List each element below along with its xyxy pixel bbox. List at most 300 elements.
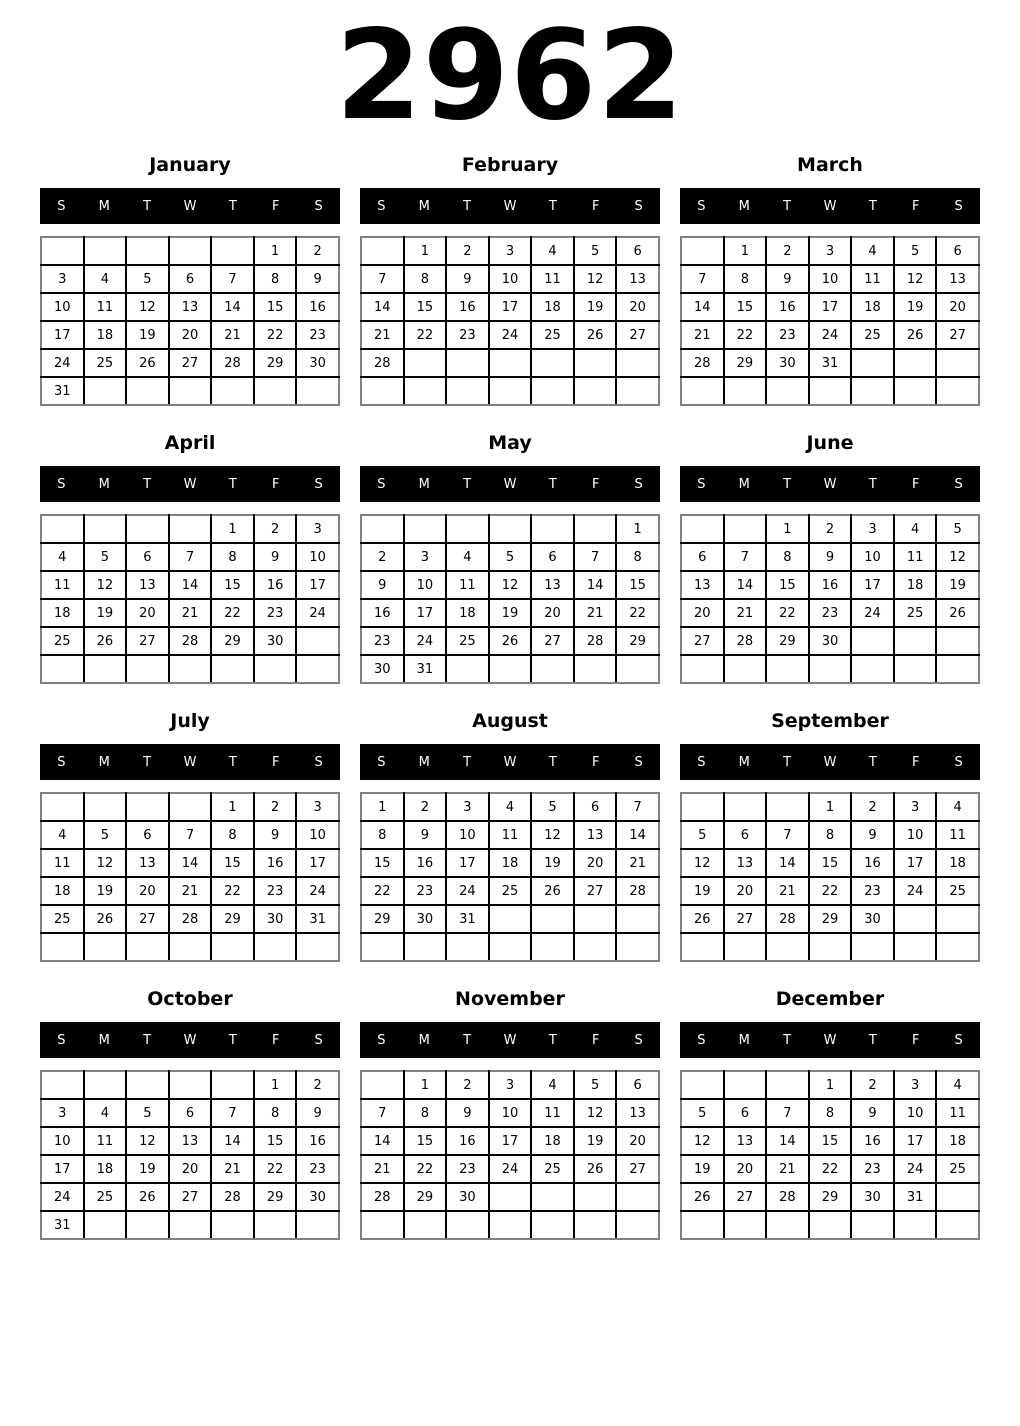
- day-cell: [574, 905, 617, 933]
- day-cell: 17: [851, 571, 894, 599]
- day-cell: 10: [489, 1099, 532, 1127]
- weekday-label: W: [503, 1032, 517, 1048]
- day-cell: [489, 1211, 532, 1239]
- weekday-header: [360, 188, 660, 224]
- day-cell: [361, 237, 404, 265]
- day-cell: [126, 1071, 169, 1099]
- day-cell: 11: [41, 849, 84, 877]
- weekday-label: M: [418, 1032, 430, 1048]
- weekday-label: F: [911, 1032, 920, 1048]
- day-cell: 18: [41, 599, 84, 627]
- day-cell: 31: [446, 905, 489, 933]
- day-cell: 1: [211, 515, 254, 543]
- day-cell: 25: [936, 1155, 979, 1183]
- day-cell: 19: [681, 1155, 724, 1183]
- weekday-label: M: [418, 754, 430, 770]
- weekday-header: [40, 744, 340, 780]
- weekday-label: T: [868, 198, 877, 214]
- weekday-label: F: [591, 198, 600, 214]
- day-cell: 9: [851, 1099, 894, 1127]
- weekday-label: S: [954, 1032, 963, 1048]
- day-cell: [574, 1211, 617, 1239]
- day-cell: 12: [681, 849, 724, 877]
- day-cell: [489, 933, 532, 961]
- weekday-label: S: [377, 1032, 386, 1048]
- day-cell: 16: [809, 571, 852, 599]
- day-cell: 21: [681, 321, 724, 349]
- day-cell: 2: [766, 237, 809, 265]
- day-cell: [574, 349, 617, 377]
- day-cell: 23: [254, 877, 297, 905]
- day-cell: 23: [446, 1155, 489, 1183]
- week-row: [681, 655, 979, 683]
- day-cell: 21: [211, 321, 254, 349]
- day-cell: [766, 377, 809, 405]
- day-cell: 3: [446, 793, 489, 821]
- day-cell: [446, 349, 489, 377]
- day-cell: 23: [296, 1155, 339, 1183]
- day-cell: [361, 1071, 404, 1099]
- day-cell: 18: [41, 877, 84, 905]
- week-row: [41, 849, 339, 877]
- weekday-label: T: [548, 476, 557, 492]
- day-cell: 12: [84, 849, 127, 877]
- day-cell: [41, 515, 84, 543]
- day-cell: 6: [574, 793, 617, 821]
- weekday-label: F: [911, 754, 920, 770]
- weekday-label: F: [271, 754, 280, 770]
- day-cell: 26: [84, 905, 127, 933]
- day-cell: 10: [296, 821, 339, 849]
- month-block-january: [40, 142, 340, 406]
- day-cell: 31: [894, 1183, 937, 1211]
- day-cell: 16: [766, 293, 809, 321]
- week-row: [361, 321, 659, 349]
- weekday-label: W: [503, 198, 517, 214]
- day-cell: 17: [809, 293, 852, 321]
- month-title: October: [147, 988, 233, 1010]
- day-cell: 5: [126, 1099, 169, 1127]
- month-block-october: [40, 976, 340, 1240]
- day-cell: 26: [574, 321, 617, 349]
- day-cell: [894, 655, 937, 683]
- day-cell: 26: [574, 1155, 617, 1183]
- day-cell: 6: [126, 821, 169, 849]
- day-cell: 15: [809, 849, 852, 877]
- day-cell: 2: [809, 515, 852, 543]
- weekday-label: T: [868, 754, 877, 770]
- day-cell: 11: [84, 293, 127, 321]
- day-cell: 11: [936, 1099, 979, 1127]
- day-cell: 3: [894, 793, 937, 821]
- day-cell: 7: [169, 821, 212, 849]
- week-row: [41, 349, 339, 377]
- day-cell: 17: [296, 849, 339, 877]
- weekday-label: S: [634, 754, 643, 770]
- day-cell: 30: [766, 349, 809, 377]
- day-cell: 9: [254, 543, 297, 571]
- weekday-label: S: [57, 198, 66, 214]
- weekday-label: S: [954, 476, 963, 492]
- weekday-label: F: [271, 198, 280, 214]
- weekday-label: S: [954, 198, 963, 214]
- day-cell: [361, 933, 404, 961]
- day-cell: [681, 515, 724, 543]
- month-block-march: [680, 142, 980, 406]
- day-cell: 22: [404, 1155, 447, 1183]
- weekday-label: S: [954, 754, 963, 770]
- day-cell: [851, 377, 894, 405]
- day-cell: [361, 377, 404, 405]
- day-cell: 28: [361, 349, 404, 377]
- day-cell: [404, 933, 447, 961]
- day-cell: 24: [446, 877, 489, 905]
- day-cell: [681, 655, 724, 683]
- week-row: [681, 321, 979, 349]
- month-title: May: [488, 432, 532, 454]
- day-cell: 25: [894, 599, 937, 627]
- day-cell: 28: [211, 349, 254, 377]
- weekday-label: S: [634, 198, 643, 214]
- day-cell: 14: [766, 1127, 809, 1155]
- day-cell: [254, 377, 297, 405]
- day-cell: 25: [84, 349, 127, 377]
- day-cell: 27: [936, 321, 979, 349]
- day-cell: 30: [296, 349, 339, 377]
- day-cell: 14: [169, 571, 212, 599]
- day-cell: 20: [724, 1155, 767, 1183]
- day-cell: 9: [851, 821, 894, 849]
- day-cell: 19: [84, 599, 127, 627]
- day-cell: 8: [616, 543, 659, 571]
- day-cell: [574, 515, 617, 543]
- day-cell: [169, 1071, 212, 1099]
- weekday-label: M: [98, 754, 110, 770]
- weekday-header: [360, 744, 660, 780]
- day-cell: 3: [404, 543, 447, 571]
- week-row: [681, 821, 979, 849]
- day-cell: 7: [361, 1099, 404, 1127]
- day-cell: 16: [446, 1127, 489, 1155]
- day-cell: 10: [489, 265, 532, 293]
- day-cell: 17: [446, 849, 489, 877]
- day-cell: [489, 905, 532, 933]
- month-block-may: [360, 420, 660, 684]
- week-row: [361, 655, 659, 683]
- day-cell: 2: [361, 543, 404, 571]
- day-cell: [446, 377, 489, 405]
- day-cell: [616, 1183, 659, 1211]
- day-cell: 7: [211, 1099, 254, 1127]
- weekday-header: [360, 466, 660, 502]
- week-row: [361, 349, 659, 377]
- day-cell: 5: [681, 1099, 724, 1127]
- day-cell: 11: [894, 543, 937, 571]
- day-cell: [616, 933, 659, 961]
- day-cell: [936, 1211, 979, 1239]
- day-cell: 16: [254, 849, 297, 877]
- month-grid: [680, 236, 980, 406]
- day-cell: 4: [489, 793, 532, 821]
- day-cell: [446, 933, 489, 961]
- day-cell: 14: [361, 1127, 404, 1155]
- day-cell: 26: [126, 349, 169, 377]
- day-cell: 31: [296, 905, 339, 933]
- day-cell: 15: [766, 571, 809, 599]
- day-cell: 3: [894, 1071, 937, 1099]
- day-cell: 6: [724, 1099, 767, 1127]
- day-cell: [681, 1211, 724, 1239]
- day-cell: [809, 1211, 852, 1239]
- month-block-february: [360, 142, 660, 406]
- day-cell: 18: [531, 293, 574, 321]
- day-cell: 1: [254, 237, 297, 265]
- weekday-label: T: [463, 1032, 472, 1048]
- day-cell: [296, 933, 339, 961]
- day-cell: 21: [169, 599, 212, 627]
- day-cell: [531, 1183, 574, 1211]
- day-cell: [851, 349, 894, 377]
- day-cell: 8: [404, 265, 447, 293]
- week-row: [361, 821, 659, 849]
- day-cell: 29: [211, 905, 254, 933]
- day-cell: 12: [894, 265, 937, 293]
- day-cell: 19: [489, 599, 532, 627]
- weekday-label: M: [738, 754, 750, 770]
- day-cell: 6: [724, 821, 767, 849]
- week-row: [361, 1211, 659, 1239]
- day-cell: 6: [531, 543, 574, 571]
- day-cell: 17: [489, 293, 532, 321]
- day-cell: 17: [489, 1127, 532, 1155]
- month-grid: [360, 236, 660, 406]
- week-row: [41, 933, 339, 961]
- day-cell: [84, 377, 127, 405]
- week-row: [361, 543, 659, 571]
- day-cell: [894, 377, 937, 405]
- day-cell: [936, 933, 979, 961]
- day-cell: [681, 1071, 724, 1099]
- weekday-label: W: [183, 754, 197, 770]
- day-cell: [296, 627, 339, 655]
- day-cell: 15: [254, 293, 297, 321]
- day-cell: 1: [766, 515, 809, 543]
- weekday-label: F: [591, 476, 600, 492]
- day-cell: [936, 349, 979, 377]
- day-cell: 1: [254, 1071, 297, 1099]
- day-cell: 20: [574, 849, 617, 877]
- day-cell: [446, 655, 489, 683]
- weekday-label: W: [183, 1032, 197, 1048]
- day-cell: [126, 377, 169, 405]
- week-row: [681, 599, 979, 627]
- weekday-label: T: [228, 198, 237, 214]
- weekday-label: T: [463, 198, 472, 214]
- day-cell: 21: [766, 1155, 809, 1183]
- month-title: January: [149, 154, 231, 176]
- day-cell: 28: [574, 627, 617, 655]
- day-cell: [531, 349, 574, 377]
- day-cell: 25: [41, 905, 84, 933]
- weekday-label: S: [697, 198, 706, 214]
- day-cell: [84, 1211, 127, 1239]
- weekday-label: T: [228, 1032, 237, 1048]
- day-cell: [809, 933, 852, 961]
- day-cell: [404, 349, 447, 377]
- day-cell: 9: [361, 571, 404, 599]
- day-cell: [254, 933, 297, 961]
- weekday-label: M: [98, 476, 110, 492]
- weekday-label: W: [823, 1032, 837, 1048]
- day-cell: 31: [809, 349, 852, 377]
- day-cell: 18: [851, 293, 894, 321]
- day-cell: 18: [489, 849, 532, 877]
- day-cell: 17: [41, 321, 84, 349]
- day-cell: 27: [724, 905, 767, 933]
- day-cell: 24: [894, 1155, 937, 1183]
- day-cell: [766, 1211, 809, 1239]
- day-cell: [936, 655, 979, 683]
- day-cell: 2: [254, 515, 297, 543]
- day-cell: 4: [531, 1071, 574, 1099]
- day-cell: [489, 515, 532, 543]
- weekday-header: [40, 466, 340, 502]
- day-cell: 3: [489, 1071, 532, 1099]
- day-cell: 25: [851, 321, 894, 349]
- week-row: [681, 293, 979, 321]
- day-cell: 28: [681, 349, 724, 377]
- day-cell: 18: [446, 599, 489, 627]
- day-cell: 8: [809, 1099, 852, 1127]
- day-cell: 24: [489, 321, 532, 349]
- week-row: [681, 237, 979, 265]
- weekday-label: S: [377, 476, 386, 492]
- day-cell: 16: [851, 849, 894, 877]
- week-row: [681, 543, 979, 571]
- day-cell: [169, 377, 212, 405]
- day-cell: [84, 1071, 127, 1099]
- day-cell: [84, 793, 127, 821]
- day-cell: 4: [851, 237, 894, 265]
- day-cell: 11: [84, 1127, 127, 1155]
- day-cell: 26: [126, 1183, 169, 1211]
- month-block-june: [680, 420, 980, 684]
- day-cell: 19: [574, 293, 617, 321]
- day-cell: 8: [766, 543, 809, 571]
- day-cell: 30: [851, 1183, 894, 1211]
- day-cell: 21: [211, 1155, 254, 1183]
- day-cell: [404, 1211, 447, 1239]
- day-cell: 5: [489, 543, 532, 571]
- day-cell: 11: [531, 265, 574, 293]
- day-cell: [211, 1071, 254, 1099]
- day-cell: 18: [531, 1127, 574, 1155]
- day-cell: 16: [446, 293, 489, 321]
- day-cell: 20: [169, 321, 212, 349]
- day-cell: [404, 515, 447, 543]
- day-cell: 17: [404, 599, 447, 627]
- week-row: [41, 1183, 339, 1211]
- day-cell: 19: [531, 849, 574, 877]
- day-cell: [296, 655, 339, 683]
- day-cell: 2: [446, 237, 489, 265]
- week-row: [361, 877, 659, 905]
- week-row: [41, 821, 339, 849]
- week-row: [41, 1211, 339, 1239]
- day-cell: 20: [616, 293, 659, 321]
- day-cell: [936, 1183, 979, 1211]
- day-cell: 13: [169, 293, 212, 321]
- day-cell: 29: [724, 349, 767, 377]
- day-cell: [809, 655, 852, 683]
- day-cell: 24: [894, 877, 937, 905]
- day-cell: 26: [84, 627, 127, 655]
- day-cell: [851, 933, 894, 961]
- weekday-header: [680, 1022, 980, 1058]
- day-cell: 5: [84, 821, 127, 849]
- day-cell: 27: [724, 1183, 767, 1211]
- day-cell: [126, 1211, 169, 1239]
- day-cell: [531, 933, 574, 961]
- day-cell: [41, 237, 84, 265]
- day-cell: 24: [404, 627, 447, 655]
- day-cell: 10: [894, 821, 937, 849]
- day-cell: [254, 1211, 297, 1239]
- week-row: [361, 265, 659, 293]
- weekday-label: S: [634, 1032, 643, 1048]
- day-cell: 26: [894, 321, 937, 349]
- weekday-label: T: [548, 1032, 557, 1048]
- day-cell: [169, 655, 212, 683]
- day-cell: [894, 905, 937, 933]
- week-row: [681, 571, 979, 599]
- day-cell: 4: [84, 1099, 127, 1127]
- weekday-label: M: [98, 1032, 110, 1048]
- day-cell: 21: [169, 877, 212, 905]
- day-cell: 20: [616, 1127, 659, 1155]
- day-cell: 13: [616, 265, 659, 293]
- day-cell: 26: [489, 627, 532, 655]
- month-title: September: [771, 710, 889, 732]
- day-cell: 22: [809, 1155, 852, 1183]
- week-row: [41, 655, 339, 683]
- day-cell: 15: [404, 1127, 447, 1155]
- day-cell: [616, 905, 659, 933]
- weekday-label: W: [823, 754, 837, 770]
- day-cell: 13: [936, 265, 979, 293]
- week-row: [681, 627, 979, 655]
- weekday-label: W: [823, 198, 837, 214]
- day-cell: 15: [211, 849, 254, 877]
- day-cell: 7: [681, 265, 724, 293]
- day-cell: 6: [936, 237, 979, 265]
- day-cell: 1: [724, 237, 767, 265]
- week-row: [681, 849, 979, 877]
- day-cell: 4: [41, 821, 84, 849]
- day-cell: [446, 1211, 489, 1239]
- week-row: [41, 1099, 339, 1127]
- day-cell: [724, 933, 767, 961]
- weekday-label: T: [463, 754, 472, 770]
- day-cell: [84, 237, 127, 265]
- day-cell: 21: [574, 599, 617, 627]
- day-cell: 7: [361, 265, 404, 293]
- day-cell: [296, 377, 339, 405]
- day-cell: 6: [169, 265, 212, 293]
- day-cell: 21: [361, 321, 404, 349]
- day-cell: 7: [211, 265, 254, 293]
- day-cell: 23: [446, 321, 489, 349]
